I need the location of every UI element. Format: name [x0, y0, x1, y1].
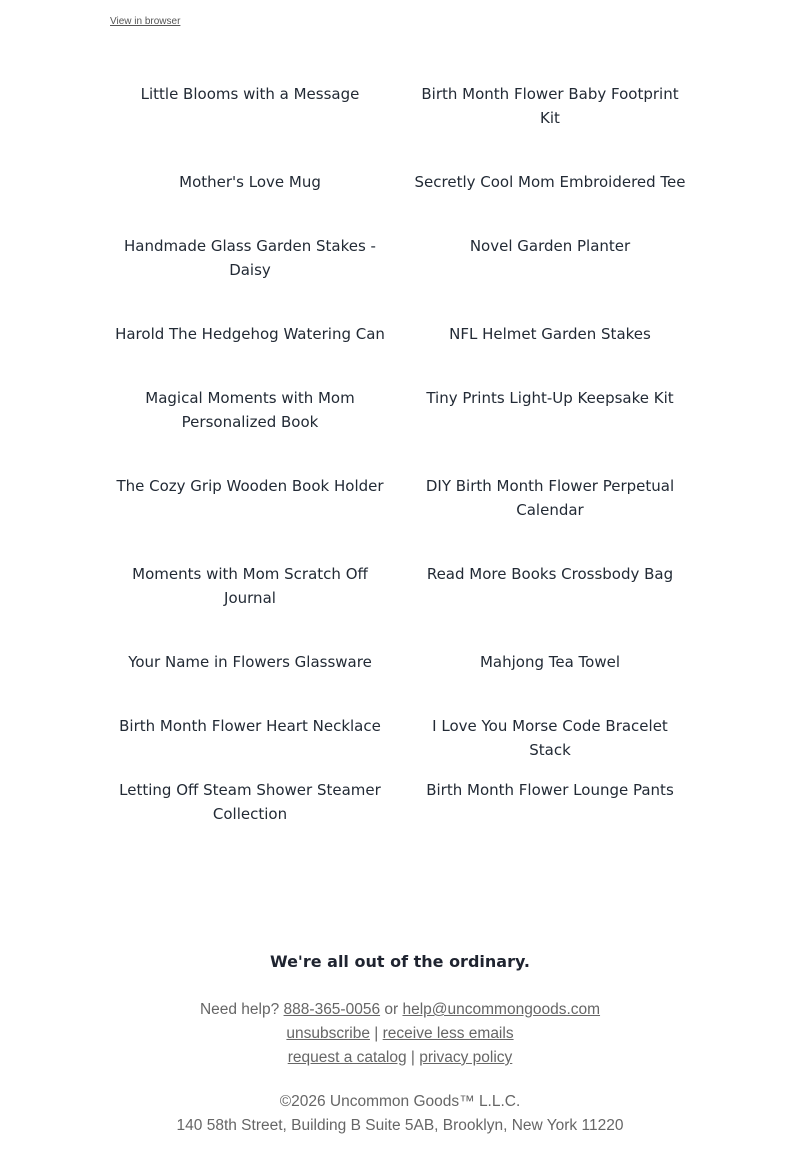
- preferences-line: [0, 1022, 800, 1046]
- need-help-text: Need help?: [199, 1001, 280, 1018]
- product-row: [100, 386, 700, 474]
- product-link[interactable]: Birth Month Flower Baby Footprint Kit: [421, 85, 679, 127]
- product-link[interactable]: Harold The Hedgehog Watering Can: [115, 325, 385, 343]
- or-text: or: [384, 1001, 399, 1018]
- product-link[interactable]: Moments with Mom Scratch Off Journal: [132, 565, 368, 607]
- product-link[interactable]: Little Blooms with a Message: [140, 85, 360, 103]
- product-row: [100, 82, 700, 170]
- product-link[interactable]: Secretly Cool Mom Embroidered Tee: [414, 173, 686, 191]
- help-line: [0, 998, 800, 1022]
- request-catalog-link[interactable]: request a catalog: [287, 1049, 407, 1066]
- unsubscribe-link[interactable]: unsubscribe: [286, 1025, 370, 1042]
- email-footer: [0, 998, 800, 1138]
- product-link[interactable]: Birth Month Flower Heart Necklace: [119, 717, 381, 735]
- product-row: [100, 714, 700, 778]
- product-link[interactable]: Letting Off Steam Shower Steamer Collection: [119, 781, 381, 823]
- phone-link[interactable]: 888-365-0056: [283, 1001, 381, 1018]
- product-row: [100, 234, 700, 322]
- email-link[interactable]: help@uncommongoods.com: [402, 1001, 601, 1018]
- product-row: [100, 170, 700, 234]
- view-in-browser-link[interactable]: View in browser: [110, 16, 181, 27]
- privacy-policy-link[interactable]: privacy policy: [419, 1049, 513, 1066]
- separator: |: [410, 1049, 415, 1066]
- product-link[interactable]: DIY Birth Month Flower Perpetual Calendar: [425, 477, 675, 519]
- product-link[interactable]: Birth Month Flower Lounge Pants: [426, 781, 674, 799]
- product-link[interactable]: NFL Helmet Garden Stakes: [449, 325, 651, 343]
- product-row: [100, 650, 700, 714]
- product-link[interactable]: I Love You Morse Code Bracelet Stack: [432, 717, 668, 759]
- product-link[interactable]: Magical Moments with Mom Personalized Book: [145, 389, 355, 431]
- product-row: [100, 474, 700, 562]
- receive-less-emails-link[interactable]: receive less emails: [382, 1025, 514, 1042]
- copyright-text: ©2026 Uncommon Goods™ L.L.C.: [279, 1093, 521, 1110]
- product-link[interactable]: Novel Garden Planter: [469, 237, 631, 255]
- product-row: [100, 778, 700, 842]
- company-address: 140 58th Street, Building B Suite 5AB, Brooklyn, New York 11220: [176, 1117, 624, 1134]
- product-link[interactable]: Mahjong Tea Towel: [479, 653, 621, 671]
- separator: |: [374, 1025, 379, 1042]
- product-row: [100, 322, 700, 386]
- brand-tagline: We're all out of the ordinary.: [270, 952, 530, 971]
- product-link[interactable]: Read More Books Crossbody Bag: [426, 565, 674, 583]
- product-link[interactable]: The Cozy Grip Wooden Book Holder: [116, 477, 384, 495]
- product-link[interactable]: Tiny Prints Light-Up Keepsake Kit: [426, 389, 674, 407]
- catalog-line: [0, 1046, 800, 1070]
- product-link[interactable]: Mother's Love Mug: [179, 173, 321, 191]
- product-link[interactable]: Handmade Glass Garden Stakes - Daisy: [124, 237, 376, 279]
- product-grid: [100, 82, 700, 842]
- product-link[interactable]: Your Name in Flowers Glassware: [128, 653, 372, 671]
- footer-spacer: [0, 1070, 800, 1090]
- product-row: [100, 562, 700, 650]
